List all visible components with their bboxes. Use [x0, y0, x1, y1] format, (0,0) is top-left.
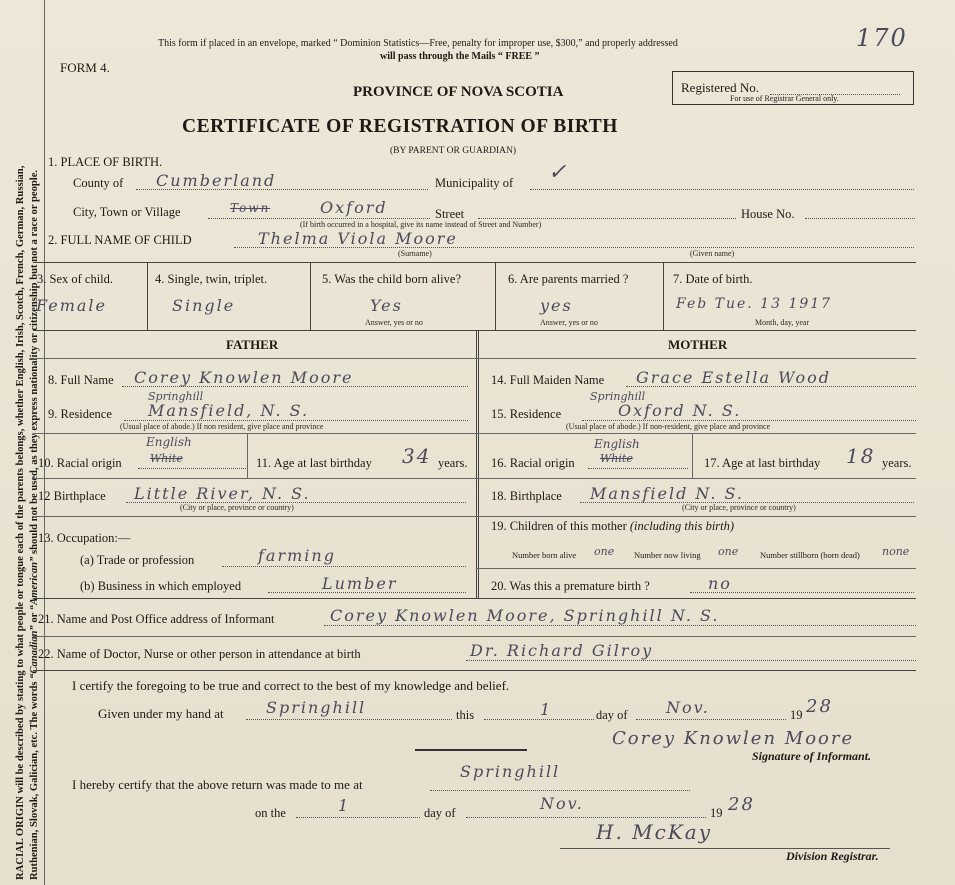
mail-notice-line2: will pass through the Mails “ FREE ” [380, 51, 540, 62]
sex-label: 3. Sex of child. [37, 272, 114, 286]
racial-origin-instructions [14, 20, 42, 880]
given-year-prefix: 19 [790, 708, 803, 722]
registered-label: Registered No. [681, 80, 759, 95]
married-note: Answer, yes or no [540, 318, 598, 327]
doctor-line [466, 660, 916, 661]
given-note: (Given name) [690, 249, 735, 258]
child-name-label: 2. FULL NAME OF CHILD [48, 233, 192, 247]
business-label: (b) Business in which employed [80, 579, 242, 593]
sidebar-divider [44, 0, 45, 885]
municipality-line [530, 189, 914, 190]
city-value: Oxford [320, 198, 388, 217]
father-racial-value: English [146, 435, 192, 449]
father-racial-label: 10. Racial origin [38, 456, 122, 470]
sidebar-line2a: Ruthenian, Slovak, Galician, etc. The words [29, 678, 40, 880]
certificate-subtitle: (BY PARENT OR GUARDIAN) [390, 146, 517, 156]
father-name-value: Corey Knowlen Moore [134, 368, 354, 387]
children-label-note: (including this birth) [629, 519, 735, 533]
mother-residence-line [582, 420, 916, 421]
mother-racial-label: 16. Racial origin [491, 456, 575, 470]
sidebar-bold: RACIAL ORIGIN [15, 796, 26, 880]
trade-line [222, 566, 466, 567]
mother-racial-value: English [594, 437, 640, 451]
city-label: City, Town or Village [73, 205, 181, 219]
this-label: this [456, 708, 475, 722]
informant-value: Corey Knowlen Moore, Springhill N. S. [330, 606, 720, 625]
date-value: Feb Tue. 13 1917 [676, 296, 833, 312]
certify-statement: I certify the foregoing to be true and correct to the best of my knowledge and belief. [72, 678, 510, 693]
doctor-rule [33, 670, 916, 671]
given-day-of-label: day of [596, 708, 628, 722]
father-age-value: 34 [402, 444, 432, 468]
registrar-day-line [296, 817, 420, 818]
col-divider-1 [147, 262, 148, 330]
business-value: Lumber [322, 574, 398, 593]
county-label: County of [73, 176, 124, 190]
date-note: Month, day, year [755, 318, 810, 327]
mother-residence-note: (Usual place of abode.) If non-resident, give place and province [566, 422, 771, 431]
city-line [208, 218, 430, 219]
given-day: 1 [540, 700, 553, 719]
children-label [491, 519, 734, 534]
child-name-value: Thelma Viola Moore [258, 229, 458, 248]
mother-birthplace-value: Mansfield N. S. [590, 484, 745, 503]
mother-age-divider [692, 433, 693, 478]
alive-note: Answer, yes or no [365, 318, 423, 327]
mother-rule-4 [476, 568, 916, 569]
mother-birthplace-note: (City or place, province or country) [682, 503, 796, 512]
municipality-value: ✓ [548, 160, 569, 185]
father-age-divider [247, 433, 248, 478]
mother-age-value: 18 [846, 444, 876, 468]
given-month: Nov. [666, 698, 710, 717]
house-line [805, 218, 915, 219]
col-divider-2 [310, 262, 311, 330]
parents-bottom-rule [33, 598, 916, 599]
county-value: Cumberland [156, 171, 277, 190]
father-racial-line [138, 468, 246, 469]
registrar-place-line [430, 790, 690, 791]
sex-value: Female [36, 296, 107, 315]
signature-of-informant: Signature of Informant. [752, 749, 872, 763]
mother-age-label: 17. Age at last birthday [704, 456, 821, 470]
sidebar-line1: will be described by stating to what people or tongue each of the parents belongs, whether English, Irish, Scotch, French, German, Russian, [15, 165, 26, 797]
on-the-label: on the [255, 806, 286, 820]
informant-label: 21. Name and Post Office address of Informant [38, 612, 275, 626]
col-divider-4 [663, 262, 664, 330]
parent-divider [476, 330, 479, 598]
house-label: House No. [741, 207, 795, 221]
alive-label: 5. Was the child born alive? [322, 272, 462, 286]
father-residence-above: Springhill [148, 390, 204, 403]
father-birthplace-value: Little River, N. S. [134, 484, 311, 503]
mail-notice-line1: This form if placed in an envelope, marked “ Dominion Statistics—Free, penalty for improper use, $300,” and properly addressed [158, 38, 678, 49]
mother-years: years. [882, 456, 912, 470]
mother-residence-label: 15. Residence [491, 407, 562, 421]
single-value: Single [172, 296, 236, 315]
doctor-value: Dr. Richard Gilroy [470, 641, 654, 660]
mother-rule-3 [476, 516, 916, 517]
mother-residence-value: Oxford N. S. [618, 401, 742, 420]
mother-rule-1 [476, 433, 916, 434]
father-birthplace-note: (City or place, province or country) [180, 503, 294, 512]
father-racial-struck: White [150, 452, 183, 465]
father-rule-3 [33, 516, 476, 517]
father-rule-2 [33, 478, 476, 479]
informant-rule [33, 636, 916, 637]
informant-signature: Corey Knowlen Moore [612, 728, 855, 749]
premature-value: no [708, 574, 732, 593]
certificate-title: CERTIFICATE OF REGISTRATION OF BIRTH [182, 116, 618, 137]
registrar-day: 1 [338, 796, 351, 815]
mother-birthplace-label: 18. Birthplace [491, 489, 562, 503]
row-top-rule [33, 262, 916, 263]
living-label: Number now living [634, 550, 701, 560]
handwritten-number: 170 [856, 24, 908, 52]
mother-rule-2 [476, 478, 916, 479]
trade-value: farming [258, 546, 336, 565]
form-number: FORM 4. [60, 60, 110, 75]
registrar-signature: H. McKay [596, 820, 712, 844]
mother-residence-above: Springhill [590, 390, 646, 403]
registered-note: For use of Registrar General only. [730, 94, 839, 103]
born-alive-label: Number born alive [512, 550, 577, 560]
registrar-month: Nov. [540, 794, 584, 813]
stillborn-value: none [882, 545, 910, 558]
stillborn-label: Number stillborn (born dead) [760, 550, 860, 560]
given-year: 28 [806, 696, 833, 717]
children-label-main: 19. Children of this mother [491, 519, 630, 533]
sidebar-canadian: “Canadian” [29, 625, 40, 679]
registrar-place: Springhill [460, 762, 561, 781]
registrar-statement: I hereby certify that the above return was made to me at [72, 777, 363, 792]
father-years: years. [438, 456, 468, 470]
sidebar-or: or [29, 610, 40, 626]
city-struck: Town [230, 201, 271, 215]
trade-label: (a) Trade or profession [80, 553, 195, 567]
father-age-label: 11. Age at last birthday [256, 456, 372, 470]
date-label: 7. Date of birth. [673, 272, 753, 286]
given-place: Springhill [266, 698, 367, 717]
given-place-line [246, 719, 452, 720]
alive-value: Yes [370, 296, 403, 315]
premature-label: 20. Was this a premature birth ? [491, 579, 650, 593]
place-heading: 1. PLACE OF BIRTH. [48, 155, 163, 169]
father-residence-value: Mansfield, N. S. [148, 401, 310, 420]
father-residence-line [124, 420, 468, 421]
mother-heading: MOTHER [668, 337, 728, 352]
informant-line [324, 625, 916, 626]
given-label: Given under my hand at [98, 706, 224, 721]
sidebar-american: “American” [29, 556, 40, 611]
father-name-label: 8. Full Name [48, 373, 114, 387]
father-birthplace-label: 12 Birthplace [38, 489, 106, 503]
given-month-line [636, 719, 786, 720]
living-value: one [718, 545, 739, 558]
married-value: yes [540, 296, 573, 315]
street-label: Street [435, 207, 465, 221]
province-title: PROVINCE OF NOVA SCOTIA [353, 84, 564, 100]
father-rule-1 [33, 433, 476, 434]
born-alive-value: one [594, 545, 615, 558]
col-divider-3 [495, 262, 496, 330]
registrar-month-line [466, 817, 706, 818]
mother-name-value: Grace Estella Wood [636, 368, 831, 387]
row-bottom-rule [33, 330, 916, 331]
married-label: 6. Are parents married ? [508, 272, 629, 286]
single-label: 4. Single, twin, triplet. [155, 272, 268, 286]
mother-racial-struck: White [600, 452, 633, 465]
division-registrar-label: Division Registrar. [786, 849, 879, 863]
doctor-label: 22. Name of Doctor, Nurse or other person in attendance at birth [38, 647, 361, 661]
sidebar-line2e: should not be used, as they express nationality or citizenship but not a race or people. [29, 169, 40, 557]
given-day-line [484, 719, 594, 720]
registrar-year-prefix: 19 [710, 806, 723, 820]
registrar-day-of-label: day of [424, 806, 456, 820]
father-heading: FATHER [226, 337, 279, 352]
mother-name-label: 14. Full Maiden Name [491, 373, 605, 387]
mother-racial-line [588, 468, 688, 469]
surname-note: (Surname) [398, 249, 432, 258]
cert-separator [415, 749, 527, 751]
registrar-year: 28 [728, 794, 755, 815]
father-residence-label: 9. Residence [48, 407, 112, 421]
street-line [478, 218, 736, 219]
municipality-label: Municipality of [435, 176, 514, 190]
hospital-note: (If birth occurred in a hospital, give its name instead of Street and Number) [300, 220, 542, 229]
heading-rule [33, 358, 916, 359]
father-residence-note: (Usual place of abode.) If non resident, give place and province [120, 422, 324, 431]
occupation-label: 13. Occupation:— [38, 531, 131, 545]
